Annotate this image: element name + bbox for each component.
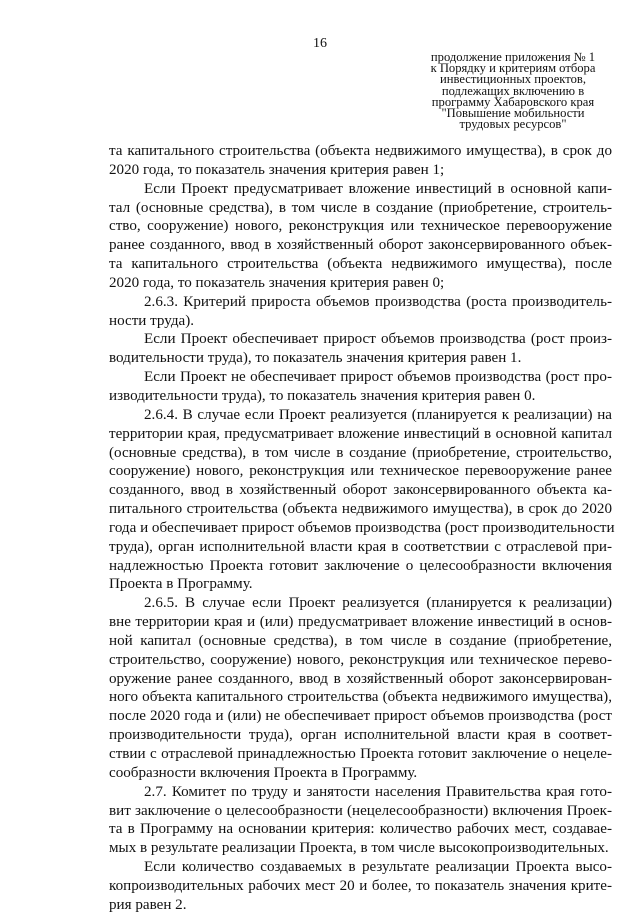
text-line: ствии с отраслевой принадлежностью Проекта готовит заключение о нецеле- xyxy=(109,746,612,762)
text-line: Проекта в Программу. xyxy=(109,576,253,593)
text-line: (основные средства), в том числе в создание (приобретение, строительство, xyxy=(109,444,612,461)
text-line: после 2020 года и (или) не обеспечивает прирост объемов производства (рост xyxy=(109,708,612,725)
page-number: 16 xyxy=(313,36,327,51)
text-line: ство, сооружение) нового, реконструкция или техническое перевооружение xyxy=(109,218,612,235)
text-line: 2.6.5. В случае если Проект реализуется (планируется к реализации) xyxy=(144,595,612,612)
header-note-line: "Повышение мобильности xyxy=(441,106,585,121)
text-line: тал (основные средства), в том числе в создание (приобретение, строитель- xyxy=(109,199,612,216)
text-line: питального строительства (объекта недвижимого имущества), в срок до 2020 xyxy=(109,501,612,518)
header-note-line: к Порядку и критериям отбора xyxy=(430,61,596,76)
text-line: водительности труда), то показатель значения критерия равен 1. xyxy=(109,350,522,367)
text-line: ной капитал (основные средства), в том числе в создание (приобретение, xyxy=(109,632,612,649)
text-line: сооружение) нового, реконструкция или техническое перевооружение ранее xyxy=(109,463,612,480)
text-line: Если Проект не обеспечивает прирост объемов производства (рост про- xyxy=(144,369,612,386)
text-line: труда), орган исполнительной власти края в соответствии с отраслевой при- xyxy=(109,538,612,555)
text-line: 2.6.4. В случае если Проект реализуется (планируется к реализации) на xyxy=(144,406,612,423)
text-line: рия равен 2. xyxy=(109,896,187,913)
text-line: производительности труда), орган исполнительной власти края в соответ- xyxy=(109,727,612,744)
appendix-header-note xyxy=(418,52,608,130)
text-line: та капитального строительства (объекта недвижимого имущества), в срок до xyxy=(109,143,612,159)
text-line: вне территории края и (или) предусматривает вложение инвестиций в основ- xyxy=(109,614,612,631)
header-note-line: трудовых ресурсов" xyxy=(459,117,567,132)
text-line: года и обеспечивает прирост объемов производства (рост производительности xyxy=(109,519,615,536)
text-line: территории края, предусматривает вложение инвестиций в основной капитал xyxy=(109,425,612,442)
text-line: та в Программу на основании критерия: количество рабочих мест, создавае- xyxy=(109,821,612,838)
header-note-line: инвестиционных проектов, xyxy=(439,72,586,87)
text-line: ранее созданного, ввод в хозяйственный оборот законсервированного объек- xyxy=(109,237,612,254)
text-line: та капитального строительства (объекта недвижимого имущества), после xyxy=(109,256,612,273)
text-line: Если Проект предусматривает вложение инвестиций в основной капи- xyxy=(144,180,612,197)
text-line: вит заключение о целесообразности (нецелесообразности) включения Проек- xyxy=(109,802,612,819)
text-line: 2020 года, то показатель значения критерия равен 1; xyxy=(109,161,445,178)
text-line: сообразности включения Проекта в Программу. xyxy=(109,764,418,781)
text-line: копроизводительных рабочих мест 20 и более, то показатель значения крите- xyxy=(109,877,612,894)
text-line: надлежностью Проекта готовит заключение о целесообразности включения xyxy=(109,557,612,574)
text-line: 2.7. Комитет по труду и занятости населения Правительства края гото- xyxy=(144,783,612,800)
text-line: ного объекта капитального строительства (объекта недвижимого имущества), xyxy=(109,689,612,706)
text-line: созданного, ввод в хозяйственный оборот законсервированного объекта ка- xyxy=(109,482,612,499)
text-line: изводительности труда), то показатель значения критерия равен 0. xyxy=(109,387,536,404)
document-body xyxy=(109,142,615,915)
text-line: Если Проект обеспечивает прирост объемов производства (рост произ- xyxy=(144,331,612,348)
text-line: оружение ранее созданного, ввод в хозяйственный оборот законсервирован- xyxy=(109,670,612,687)
header-note-line: программу Хабаровского края xyxy=(431,94,595,109)
text-line: строительство, сооружение) нового, реконструкция или техническое перево- xyxy=(109,651,612,668)
header-note-line: подлежащих включению в xyxy=(441,83,585,98)
text-line: Если количество создаваемых в результате реализации Проекта высо- xyxy=(144,859,612,876)
text-line: мых в результате реализации Проекта, в том числе высокопроизводительных. xyxy=(109,840,609,857)
header-note-line: продолжение приложения № 1 xyxy=(430,50,596,64)
text-line: 2020 года, то показатель значения критерия равен 0; xyxy=(109,274,445,291)
text-line: ности труда). xyxy=(109,312,195,329)
text-line: 2.6.3. Критерий прироста объемов производства (роста производитель- xyxy=(144,293,612,310)
